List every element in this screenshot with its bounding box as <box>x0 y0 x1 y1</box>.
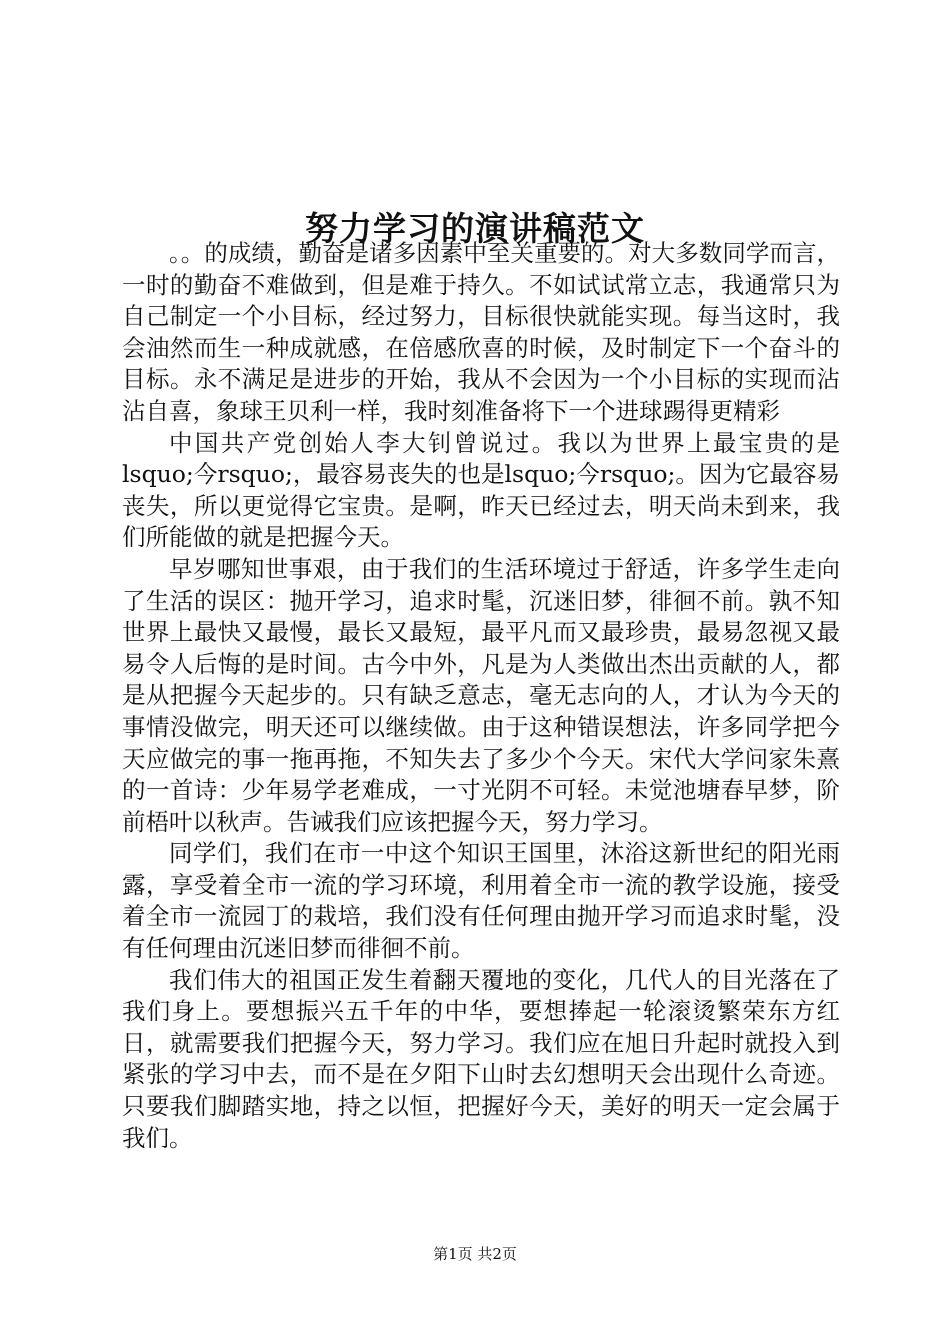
page-footer: 第1页 共2页 <box>433 1245 517 1263</box>
document-title: 努力学习的演讲稿范文 <box>305 209 645 249</box>
paragraph: 中国共产党创始人李大钊曾说过。我以为世界上最宝贵的是lsquo;今rsquo;，最容易丧失的也是lsquo;今rsquo;。因为它最容易丧失，所以更觉得它宝贵。是啊，昨天已经过去，明天尚未到来，我们所能做的就是把握今天。 <box>122 428 840 552</box>
paragraph: 同学们，我们在市一中这个知识王国里，沐浴这新世纪的阳光雨露，享受着全市一流的学习环境，利用着全市一流的教学设施，接受着全市一流园丁的栽培，我们没有任何理由抛开学习而追求时髦，没有任何理由沉迷旧梦而徘徊不前。 <box>122 839 840 963</box>
paragraph: 。。的成绩，勤奋是诸多因素中至关重要的。对大多数同学而言，一时的勤奋不难做到，但是难于持久。不如试试常立志，我通常只为自己制定一个小目标，经过努力，目标很快就能实现。每当这时，我会油然而生一种成就感，在倍感欣喜的时候，及时制定下一个奋斗的目标。永不满足是进步的开始，我从不会因为一个小目标的实现而沾沾自喜，象球王贝利一样，我时刻准备将下一个进球踢得更精彩 <box>122 239 840 425</box>
document-body <box>122 238 840 1154</box>
paragraph: 早岁哪知世事艰，由于我们的生活环境过于舒适，许多学生走向了生活的误区：抛开学习，追求时髦，沉迷旧梦，徘徊不前。孰不知世界上最快又最慢，最长又最短，最平凡而又最珍贵，最易忽视又最易令人后悔的是时间。古今中外，凡是为人类做出杰出贡献的人，都是从把握今天起步的。只有缺乏意志，毫无志向的人，才认为今天的事情没做完，明天还可以继续做。由于这种错误想法，许多同学把今天应做完的事一拖再拖，不知失去了多少个今天。宋代大学问家朱熹的一首诗：少年易学老难成，一寸光阴不可轻。未觉池塘春早梦，阶前梧叶以秋声。告诫我们应该把握今天，努力学习。 <box>122 554 840 836</box>
paragraph: 我们伟大的祖国正发生着翻天覆地的变化，几代人的目光落在了我们身上。要想振兴五千年的中华，要想捧起一轮滚烫繁荣东方红日，就需要我们把握今天，努力学习。我们应在旭日升起时就投入到紧张的学习中去，而不是在夕阳下山时去幻想明天会出现什么奇迹。只要我们脚踏实地，持之以恒，把握好今天，美好的明天一定会属于我们。 <box>122 965 840 1152</box>
